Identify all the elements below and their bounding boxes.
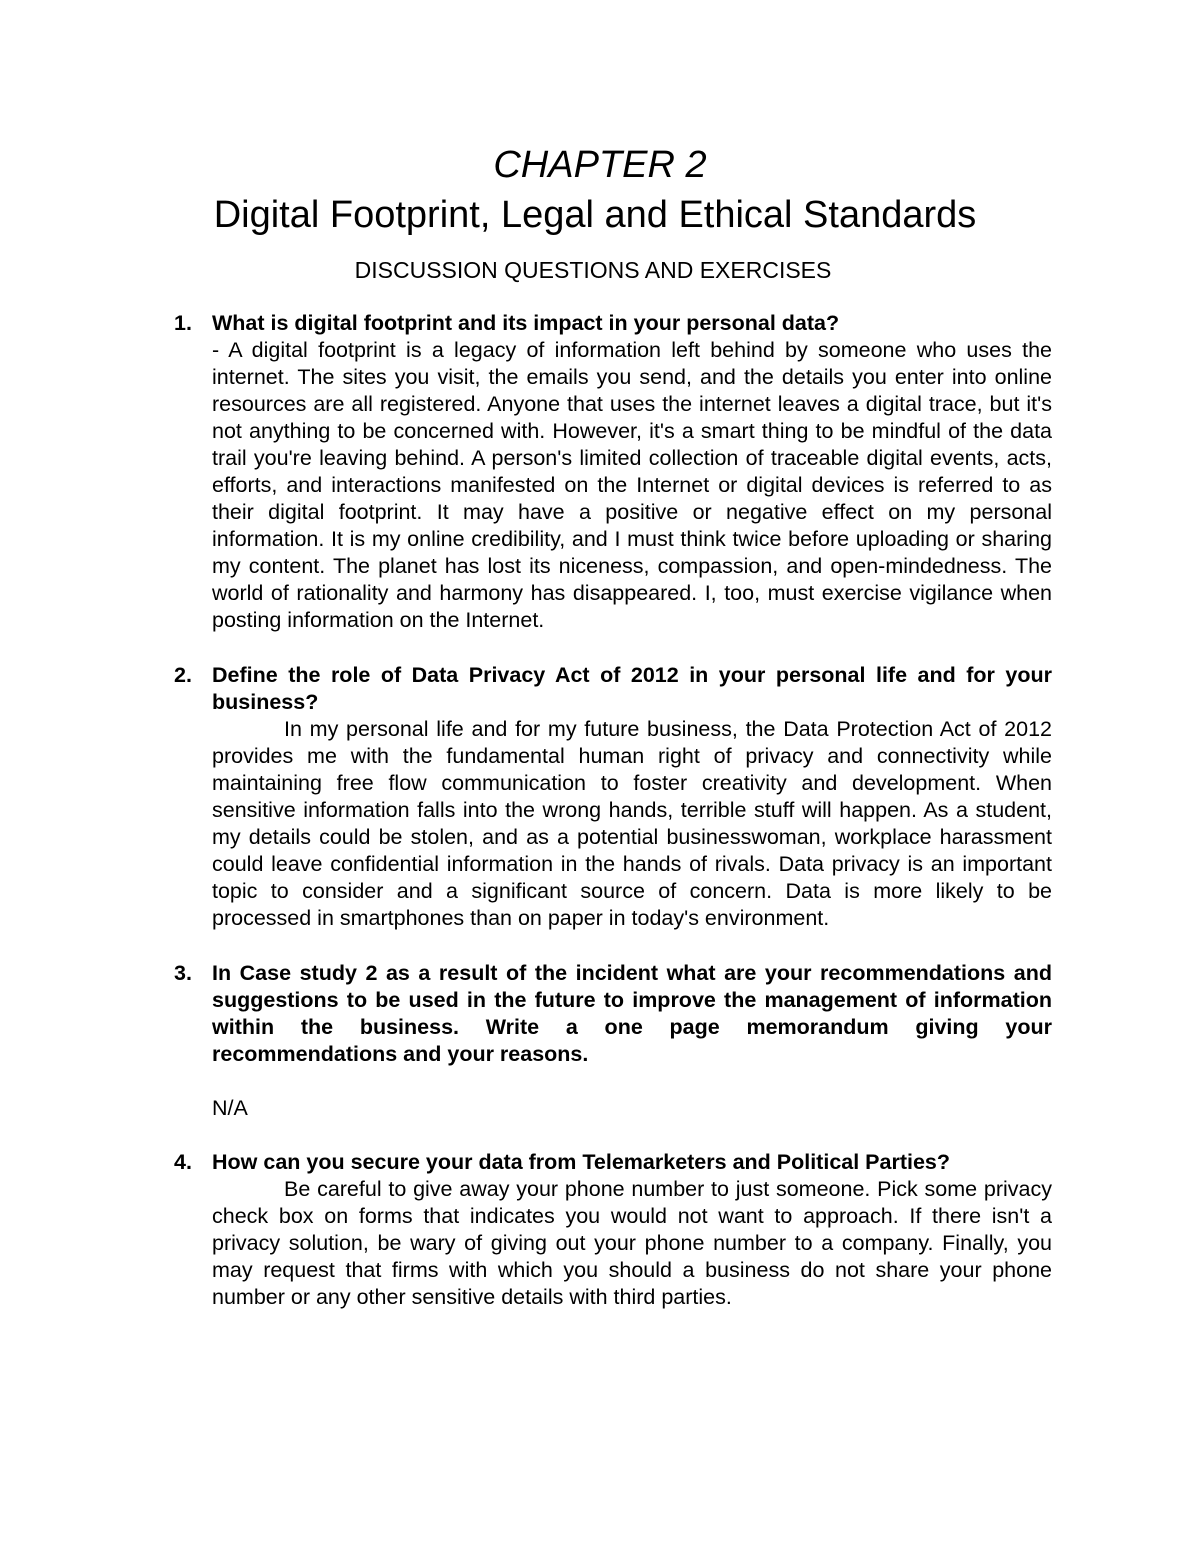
question-list <box>162 310 1052 1311</box>
section-heading: DISCUSSION QUESTIONS AND EXERCISES <box>354 257 832 283</box>
question-item-1 <box>162 310 1052 634</box>
question-item-2 <box>162 662 1052 932</box>
question-text: Define the role of Data Privacy Act of 2012 in your personal life and for your business? <box>212 663 1052 714</box>
answer-text: Be careful to give away your phone number to just someone. Pick some privacy check box on forms that indicates you would not want to approach. If there isn't a privacy solution, be wary of giving out your phone number to a company. Finally, you may request that firms with which you should a business do not share your phone number or any other sensitive details with third parties. <box>212 1177 1052 1309</box>
question-item-3 <box>162 960 1052 1122</box>
chapter-heading: CHAPTER 2 <box>493 144 707 186</box>
question-number: 3. <box>174 961 192 985</box>
question-item-4 <box>162 1149 1052 1311</box>
question-text: In Case study 2 as a result of the incident what are your recommendations and suggestions to be used in the future to improve the management of information within the business. Write a one page memorandum giving your recommendations and your reasons. <box>212 961 1052 1066</box>
question-number: 1. <box>174 311 192 335</box>
question-number: 2. <box>174 663 192 687</box>
answer-text: N/A <box>212 1096 248 1120</box>
chapter-title: Digital Footprint, Legal and Ethical Standards <box>213 194 977 236</box>
answer-text: - A digital footprint is a legacy of information left behind by someone who uses the internet. The sites you visit, the emails you send, and the details you enter into online resources are all registered. Anyone that uses the internet leaves a digital trace, but it's not anything to be concerned with. However, it's a smart thing to be mindful of the data trail you're leaving behind. A person's limited collection of traceable digital events, acts, efforts, and interactions manifested on the Internet or digital devices is referred to as their digital footprint. It may have a positive or negative effect on my personal information. It is my online credibility, and I must think twice before uploading or sharing my content. The planet has lost its niceness, compassion, and open-mindedness. The world of rationality and harmony has disappeared. I, too, must exercise vigilance when posting information on the Internet. <box>212 338 1052 632</box>
question-text: What is digital footprint and its impact in your personal data? <box>212 311 840 335</box>
question-text: How can you secure your data from Telemarketers and Political Parties? <box>212 1150 951 1174</box>
answer-text: In my personal life and for my future business, the Data Protection Act of 2012 provides me with the fundamental human right of privacy and connectivity while maintaining free flow communication to foster creativity and development. When sensitive information falls into the wrong hands, terrible stuff will happen. As a student, my details could be stolen, and as a potential businesswoman, workplace harassment could leave confidential information in the hands of rivals. Data privacy is an important topic to consider and a significant source of concern. Data is more likely to be processed in smartphones than on paper in today's environment. <box>212 717 1052 930</box>
question-number: 4. <box>174 1150 192 1174</box>
